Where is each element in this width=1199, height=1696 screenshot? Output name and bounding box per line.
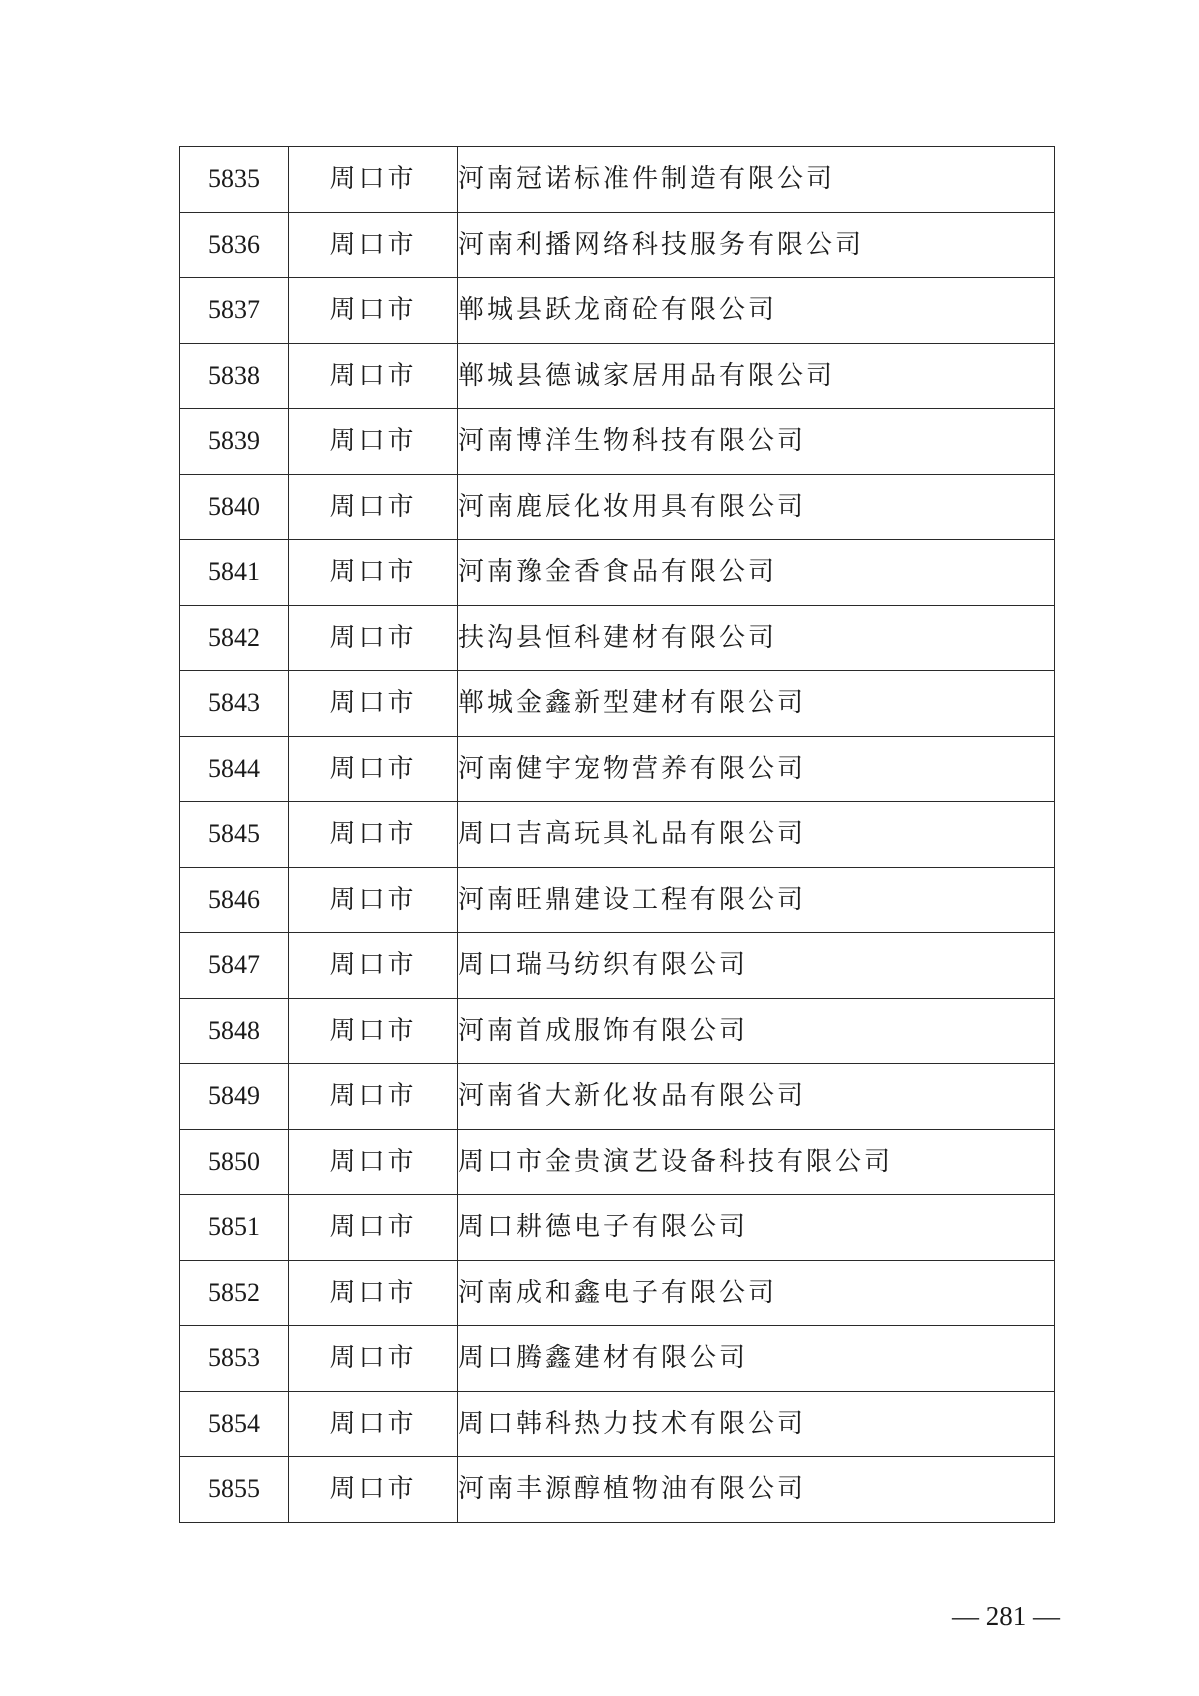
row-company-name: 河南健宇宠物营养有限公司 [458, 736, 1055, 802]
row-number: 5844 [180, 736, 289, 802]
row-company-name: 河南丰源醇植物油有限公司 [458, 1457, 1055, 1523]
row-city: 周口市 [289, 212, 458, 278]
row-company-name: 扶沟县恒科建材有限公司 [458, 605, 1055, 671]
row-company-name: 河南首成服饰有限公司 [458, 998, 1055, 1064]
row-number: 5852 [180, 1260, 289, 1326]
row-city: 周口市 [289, 1260, 458, 1326]
row-city: 周口市 [289, 1391, 458, 1457]
row-number: 5836 [180, 212, 289, 278]
row-number: 5848 [180, 998, 289, 1064]
table-row [180, 605, 1055, 671]
row-city: 周口市 [289, 1195, 458, 1261]
row-number: 5842 [180, 605, 289, 671]
row-city: 周口市 [289, 147, 458, 213]
table-row [180, 278, 1055, 344]
table-row [180, 802, 1055, 868]
row-city: 周口市 [289, 1129, 458, 1195]
table-row [180, 1195, 1055, 1261]
row-company-name: 河南豫金香食品有限公司 [458, 540, 1055, 606]
row-number: 5854 [180, 1391, 289, 1457]
table-row [180, 671, 1055, 737]
row-number: 5847 [180, 933, 289, 999]
row-company-name: 河南成和鑫电子有限公司 [458, 1260, 1055, 1326]
row-number: 5840 [180, 474, 289, 540]
row-number: 5843 [180, 671, 289, 737]
company-table [179, 146, 1055, 1523]
table-row [180, 343, 1055, 409]
row-company-name: 河南冠诺标准件制造有限公司 [458, 147, 1055, 213]
row-city: 周口市 [289, 343, 458, 409]
company-table-body [180, 147, 1055, 1523]
table-row [180, 1129, 1055, 1195]
table-row [180, 409, 1055, 475]
row-company-name: 河南鹿辰化妆用具有限公司 [458, 474, 1055, 540]
row-company-name: 河南利播网络科技服务有限公司 [458, 212, 1055, 278]
row-city: 周口市 [289, 1064, 458, 1130]
table-row [180, 540, 1055, 606]
row-company-name: 郸城金鑫新型建材有限公司 [458, 671, 1055, 737]
table-row [180, 474, 1055, 540]
row-company-name: 周口瑞马纺织有限公司 [458, 933, 1055, 999]
table-row [180, 1391, 1055, 1457]
row-city: 周口市 [289, 278, 458, 344]
row-number: 5839 [180, 409, 289, 475]
row-company-name: 河南博洋生物科技有限公司 [458, 409, 1055, 475]
row-company-name: 郸城县德诚家居用品有限公司 [458, 343, 1055, 409]
table-row [180, 1457, 1055, 1523]
table-row [180, 736, 1055, 802]
row-city: 周口市 [289, 1457, 458, 1523]
row-company-name: 河南旺鼎建设工程有限公司 [458, 867, 1055, 933]
row-company-name: 周口韩科热力技术有限公司 [458, 1391, 1055, 1457]
table-row [180, 998, 1055, 1064]
table-row [180, 933, 1055, 999]
row-number: 5850 [180, 1129, 289, 1195]
row-company-name: 河南省大新化妆品有限公司 [458, 1064, 1055, 1130]
row-number: 5849 [180, 1064, 289, 1130]
row-number: 5853 [180, 1326, 289, 1392]
row-number: 5835 [180, 147, 289, 213]
row-number: 5841 [180, 540, 289, 606]
row-city: 周口市 [289, 605, 458, 671]
row-city: 周口市 [289, 802, 458, 868]
row-company-name: 周口腾鑫建材有限公司 [458, 1326, 1055, 1392]
table-row [180, 1064, 1055, 1130]
row-company-name: 郸城县跃龙商砼有限公司 [458, 278, 1055, 344]
table-row [180, 147, 1055, 213]
page-number: — 281 — [952, 1601, 1060, 1631]
row-company-name: 周口吉高玩具礼品有限公司 [458, 802, 1055, 868]
row-number: 5851 [180, 1195, 289, 1261]
row-number: 5838 [180, 343, 289, 409]
row-city: 周口市 [289, 1326, 458, 1392]
table-row [180, 1326, 1055, 1392]
row-company-name: 周口市金贵演艺设备科技有限公司 [458, 1129, 1055, 1195]
row-city: 周口市 [289, 933, 458, 999]
row-city: 周口市 [289, 474, 458, 540]
row-city: 周口市 [289, 540, 458, 606]
table-row [180, 212, 1055, 278]
row-company-name: 周口耕德电子有限公司 [458, 1195, 1055, 1261]
row-number: 5846 [180, 867, 289, 933]
row-city: 周口市 [289, 409, 458, 475]
table-row [180, 1260, 1055, 1326]
row-city: 周口市 [289, 998, 458, 1064]
row-number: 5855 [180, 1457, 289, 1523]
row-city: 周口市 [289, 671, 458, 737]
row-number: 5845 [180, 802, 289, 868]
row-number: 5837 [180, 278, 289, 344]
row-city: 周口市 [289, 867, 458, 933]
row-city: 周口市 [289, 736, 458, 802]
table-row [180, 867, 1055, 933]
